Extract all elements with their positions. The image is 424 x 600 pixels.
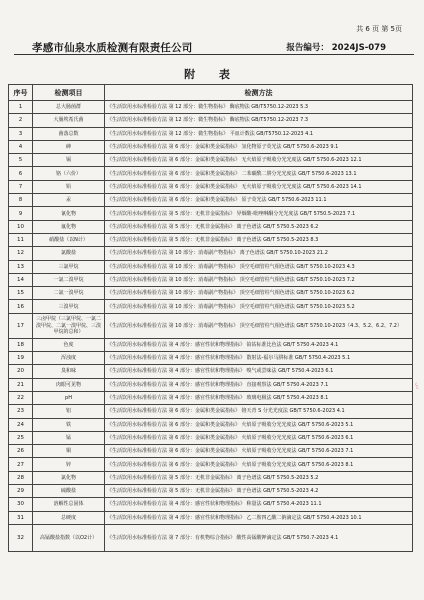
table-row [9, 194, 413, 207]
row-number: 31 [9, 511, 33, 524]
row-method: 《生活饮用水标准检验方法 第 10 部分：消毒副产物指标》 顶空毛细管柱气相色谱法 GB/T 5750.10-2023 5.2 [105, 300, 413, 313]
row-method: 《生活饮用水标准检验方法 第 4 部分：感官性状和物理指标》 直接观察法 GB/T 5750.4-2023 7.1 [105, 378, 413, 391]
table-row [9, 378, 413, 391]
row-item: 铅 [33, 180, 105, 193]
table-row [9, 167, 413, 180]
row-method: 《生活饮用水标准检验方法 第 6 部分：金属和类金属指标》 火焰原子吸收分光光度法 GB/T 5750.6-2023 6.1 [105, 431, 413, 444]
row-method: 《生活饮用水标准检验方法 第 6 部分：金属和类金属指标》 原子荧光法 GB/T 5750.6-2023 11.1 [105, 194, 413, 207]
row-item: 菌落总数 [33, 127, 105, 140]
row-number: 17 [9, 313, 33, 338]
row-item: 二氯一溴甲烷 [33, 287, 105, 300]
table-row [9, 180, 413, 193]
row-number: 25 [9, 431, 33, 444]
table-row [9, 431, 413, 444]
row-number: 4 [9, 140, 33, 153]
page-info: 共 6 页 第 5页 [356, 25, 402, 33]
row-number: 24 [9, 418, 33, 431]
row-number: 26 [9, 445, 33, 458]
table-row [9, 273, 413, 286]
row-item: 氰化物 [33, 207, 105, 220]
table-row [9, 154, 413, 167]
row-number: 9 [9, 207, 33, 220]
row-method: 《生活饮用水标准检验方法 第 6 部分：金属和类金属指标》 火焰原子吸收分光光度法 GB/T 5750.6-2023 5.1 [105, 418, 413, 431]
row-item: 大肠埃希氏菌 [33, 114, 105, 127]
row-method: 《生活饮用水标准检验方法 第 4 部分：感官性状和物理指标》 散射法-福尔马肼标准 GB/T 5750.4-2023 5.1 [105, 352, 413, 365]
row-method: 《生活饮用水标准检验方法 第 5 部分：无机非金属指标》 离子色谱法 GB/T 5750.5-2023 6.2 [105, 220, 413, 233]
table-row [9, 485, 413, 498]
row-method: 《生活饮用水标准检验方法 第 12 部分：微生物指标》 酶底物法 GB/T5750.12-2023 7.3 [105, 114, 413, 127]
table-row [9, 127, 413, 140]
row-number: 6 [9, 167, 33, 180]
row-item: 氯化物 [33, 471, 105, 484]
seal-stamp: 〰 [411, 381, 422, 391]
row-method: 《生活饮用水标准检验方法 第 4 部分：感官性状和物理指标》 玻璃电极法 GB/T 5750.4-2023 8.1 [105, 391, 413, 404]
column-header-method: 检测方法 [105, 85, 413, 101]
table-header-row [9, 85, 413, 101]
row-method: 《生活饮用水标准检验方法 第 5 部分：无机非金属指标》 离子色谱法 GB/T 5750.5-2023 5.2 [105, 471, 413, 484]
row-number: 23 [9, 405, 33, 418]
row-method: 《生活饮用水标准检验方法 第 6 部分：金属和类金属指标》 无火焰原子吸收分光光度法 GB/T 5750.6-2023 14.1 [105, 180, 413, 193]
row-method: 《生活饮用水标准检验方法 第 4 部分：感官性状和物理指标》 称量法 GB/T 5750.4-2023 11.1 [105, 498, 413, 511]
row-number: 28 [9, 471, 33, 484]
row-number: 14 [9, 273, 33, 286]
table-row [9, 445, 413, 458]
row-number: 18 [9, 338, 33, 351]
row-item: 总大肠菌群 [33, 101, 105, 114]
row-method: 《生活饮用水标准检验方法 第 10 部分：消毒副产物指标》 顶空毛细管柱气相色谱法 GB/T 5750.10-2023（4.3、5.2、6.2、7.2） [105, 313, 413, 338]
table-row [9, 458, 413, 471]
row-item: 铜 [33, 445, 105, 458]
column-header-no: 序号 [9, 85, 33, 101]
row-method: 《生活饮用水标准检验方法 第 6 部分：金属和类金属指标》 二苯碳酰二肼分光光度法 GB/T 5750.6-2023 13.1 [105, 167, 413, 180]
row-method: 《生活饮用水标准检验方法 第 10 部分：消毒副产物指标》 顶空毛细管柱气相色谱法 GB/T 5750.10-2023 4.3 [105, 260, 413, 273]
row-item: 浑浊度 [33, 352, 105, 365]
page-title: 附 表 [184, 68, 240, 81]
column-header-item: 检测项目 [33, 85, 105, 101]
table-row [9, 313, 413, 338]
report-number: 报告编号： 2024JS-079 [286, 43, 386, 53]
row-method: 《生活饮用水标准检验方法 第 4 部分：感官性状和物理指标》 铂钴标准比色法 GB/T 5750.4-2023 4.1 [105, 338, 413, 351]
row-number: 5 [9, 154, 33, 167]
row-item: 一氯二溴甲烷 [33, 273, 105, 286]
row-item: 锰 [33, 431, 105, 444]
row-method: 《生活饮用水标准检验方法 第 10 部分：消毒副产物指标》 顶空毛细管柱气相色谱法 GB/T 5750.10-2023 6.2 [105, 287, 413, 300]
row-number: 15 [9, 287, 33, 300]
row-number: 1 [9, 101, 33, 114]
row-item: 三溴甲烷 [33, 300, 105, 313]
row-number: 2 [9, 114, 33, 127]
table-row [9, 338, 413, 351]
table-row [9, 101, 413, 114]
row-item: 镉 [33, 154, 105, 167]
row-method: 《生活饮用水标准检验方法 第 6 部分：金属和类金属指标》 无火焰原子吸收分光光度法 GB/T 5750.6-2023 12.1 [105, 154, 413, 167]
table-row [9, 300, 413, 313]
table-row [9, 247, 413, 260]
row-item: 总硬度 [33, 511, 105, 524]
row-item: 铁 [33, 418, 105, 431]
table-row [9, 260, 413, 273]
row-item: 色度 [33, 338, 105, 351]
row-number: 7 [9, 180, 33, 193]
row-method: 《生活饮用水标准检验方法 第 12 部分：微生物指标》 平皿计数法 GB/T5750.12-2023 4.1 [105, 127, 413, 140]
row-item: 砷 [33, 140, 105, 153]
row-method: 《生活饮用水标准检验方法 第 5 部分：无机非金属指标》 离子色谱法 GB/T 5750.5-2023 4.2 [105, 485, 413, 498]
row-number: 30 [9, 498, 33, 511]
row-number: 10 [9, 220, 33, 233]
row-number: 8 [9, 194, 33, 207]
row-method: 《生活饮用水标准检验方法 第 7 部分：有机物综合指标》 酸性高锰酸钾滴定法 GB/T 5750.7-2023 4.1 [105, 524, 413, 551]
row-item: 铬（六价） [33, 167, 105, 180]
row-item: 汞 [33, 194, 105, 207]
row-item: 三氯甲烷 [33, 260, 105, 273]
table-row [9, 207, 413, 220]
row-item: 硫酸盐 [33, 485, 105, 498]
row-item: 硝酸盐（以N计） [33, 233, 105, 246]
table-row [9, 498, 413, 511]
table-row [9, 418, 413, 431]
header-rule [14, 54, 414, 55]
table-row [9, 471, 413, 484]
row-number: 13 [9, 260, 33, 273]
row-item: 氟化物 [33, 220, 105, 233]
row-method: 《生活饮用水标准检验方法 第 6 部分：金属和类金属指标》 火焰原子吸收分光光度法 GB/T 5750.6-2023 8.1 [105, 458, 413, 471]
row-number: 12 [9, 247, 33, 260]
company-name: 孝感市仙泉水质检测有限责任公司 [32, 42, 193, 54]
row-method: 《生活饮用水标准检验方法 第 10 部分：消毒副产物指标》 顶空毛细管柱气相色谱法 GB/T 5750.10-2023 7.2 [105, 273, 413, 286]
table-row [9, 114, 413, 127]
row-number: 3 [9, 127, 33, 140]
test-methods-table [8, 84, 413, 552]
table-row [9, 391, 413, 404]
row-method: 《生活饮用水标准检验方法 第 4 部分：感官性状和物理指标》 嗅气或尝味法 GB/T 5750.4-2023 6.1 [105, 365, 413, 378]
table-row [9, 220, 413, 233]
row-method: 《生活饮用水标准检验方法 第 5 部分：无机非金属指标》 异烟酸-吡唑啉酮分光光度法 GB/T 5750.5-2023 7.1 [105, 207, 413, 220]
row-method: 《生活饮用水标准检验方法 第 10 部分：消毒副产物指标》 离子色谱法 GB/T 5750.10-2023 21.2 [105, 247, 413, 260]
row-item: 肉眼可见物 [33, 378, 105, 391]
row-method: 《生活饮用水标准检验方法 第 4 部分：感官性状和物理指标》 乙二胺四乙酸二钠滴定法 GB/T 5750.4-2023 10.1 [105, 511, 413, 524]
table-row [9, 287, 413, 300]
row-item: 溶解性总固体 [33, 498, 105, 511]
table-row [9, 352, 413, 365]
table-row [9, 233, 413, 246]
table-row [9, 405, 413, 418]
row-number: 16 [9, 300, 33, 313]
row-item: 铝 [33, 405, 105, 418]
row-number: 22 [9, 391, 33, 404]
row-item: 臭和味 [33, 365, 105, 378]
row-method: 《生活饮用水标准检验方法 第 6 部分：金属和类金属指标》 铬天青 S 分光光度法 GB/T 5750.6-2023 4.1 [105, 405, 413, 418]
row-method: 《生活饮用水标准检验方法 第 5 部分：无机非金属指标》 离子色谱法 GB/T 5750.5-2023 8.3 [105, 233, 413, 246]
row-item: 三卤甲烷（三氯甲烷、一氯二溴甲烷、二氯一溴甲烷、三溴甲烷的总和） [33, 313, 105, 338]
table-body [9, 101, 413, 552]
row-number: 20 [9, 365, 33, 378]
row-number: 19 [9, 352, 33, 365]
row-number: 21 [9, 378, 33, 391]
row-item: 锌 [33, 458, 105, 471]
row-number: 27 [9, 458, 33, 471]
row-item: pH [33, 391, 105, 404]
row-item: 氯酸盐 [33, 247, 105, 260]
table-row [9, 511, 413, 524]
row-number: 32 [9, 524, 33, 551]
row-number: 29 [9, 485, 33, 498]
row-method: 《生活饮用水标准检验方法 第 6 部分：金属和类金属指标》 火焰原子吸收分光光度法 GB/T 5750.6-2023 7.1 [105, 445, 413, 458]
row-method: 《生活饮用水标准检验方法 第 12 部分：微生物指标》 酶底物法 GB/T5750.12-2023 5.3 [105, 101, 413, 114]
table-row [9, 524, 413, 551]
row-number: 11 [9, 233, 33, 246]
row-method: 《生活饮用水标准检验方法 第 6 部分：金属和类金属指标》 氢化物原子荧光法 GB/T 5750.6-2023 9.1 [105, 140, 413, 153]
table-row [9, 140, 413, 153]
table-row [9, 365, 413, 378]
row-item: 高锰酸盐指数（以O2计） [33, 524, 105, 551]
